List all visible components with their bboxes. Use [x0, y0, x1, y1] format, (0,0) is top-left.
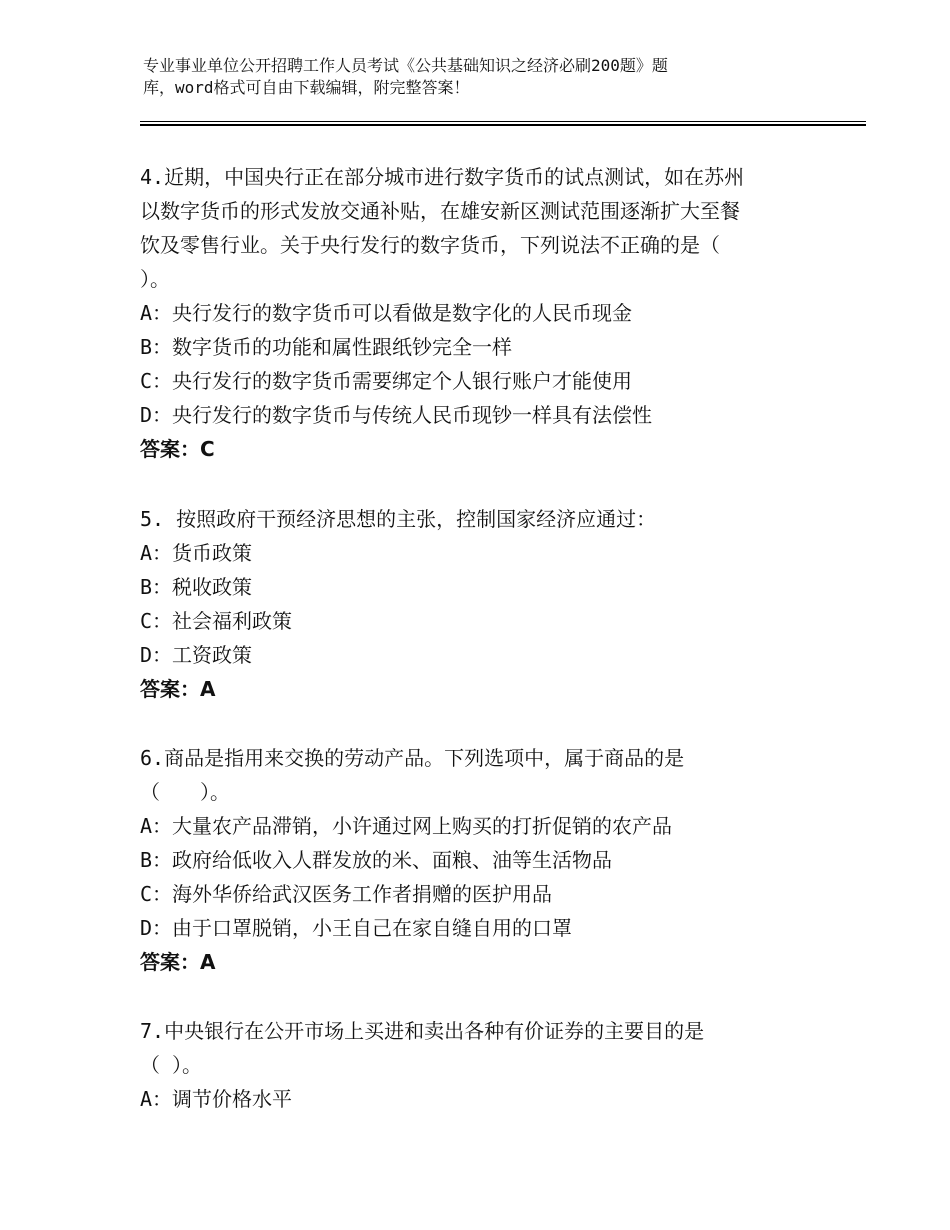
option-d: D：工资政策 — [140, 643, 253, 667]
answer: 答案：A — [140, 677, 216, 701]
question-stem-line: ）。 — [140, 267, 170, 291]
option-a: A：调节价格水平 — [140, 1087, 293, 1111]
option-b: B：税收政策 — [140, 575, 253, 599]
option-a: A：大量农产品滞销，小许通过网上购买的打折促销的农产品 — [140, 814, 673, 838]
question-stem-line: 以数字货币的形式发放交通补贴，在雄安新区测试范围逐渐扩大至餐 — [140, 199, 740, 223]
answer: 答案：C — [140, 437, 215, 461]
question-stem-line: 5. 按照政府干预经济思想的主张，控制国家经济应通过： — [140, 507, 657, 531]
option-c: C：海外华侨给武汉医务工作者捐赠的医护用品 — [140, 882, 553, 906]
option-d: D：央行发行的数字货币与传统人民币现钞一样具有法偿性 — [140, 403, 653, 427]
question-stem-line: 饮及零售行业。关于央行发行的数字货币，下列说法不正确的是（ — [140, 233, 720, 257]
question-stem-line: 6.商品是指用来交换的劳动产品。下列选项中，属于商品的是 — [140, 746, 685, 770]
header-line-2: 库，word格式可自由下载编辑，附完整答案！ — [143, 78, 470, 97]
question-stem-line: （ ）。 — [140, 780, 230, 804]
question-stem-line: 7.中央银行在公开市场上买进和卖出各种有价证券的主要目的是 — [140, 1019, 705, 1043]
document-header — [143, 55, 823, 99]
option-a: A：货币政策 — [140, 541, 253, 565]
header-divider-bottom — [140, 124, 866, 126]
question-stem-line: 4.近期，中国央行正在部分城市进行数字货币的试点测试，如在苏州 — [140, 165, 745, 189]
question-4 — [140, 160, 820, 466]
header-line-1: 专业事业单位公开招聘工作人员考试《公共基础知识之经济必刷200题》题 — [143, 56, 668, 75]
question-6 — [140, 741, 820, 979]
question-7 — [140, 1014, 820, 1116]
option-b: B：政府给低收入人群发放的米、面粮、油等生活物品 — [140, 848, 613, 872]
header-divider-top — [140, 121, 866, 122]
option-c: C：央行发行的数字货币需要绑定个人银行账户才能使用 — [140, 369, 633, 393]
answer: 答案：A — [140, 950, 216, 974]
option-c: C：社会福利政策 — [140, 609, 293, 633]
option-d: D：由于口罩脱销，小王自己在家自缝自用的口罩 — [140, 916, 573, 940]
option-a: A：央行发行的数字货币可以看做是数字化的人民币现金 — [140, 301, 633, 325]
question-stem-line: （ ）。 — [140, 1053, 203, 1077]
option-b: B：数字货币的功能和属性跟纸钞完全一样 — [140, 335, 513, 359]
question-5 — [140, 502, 820, 706]
